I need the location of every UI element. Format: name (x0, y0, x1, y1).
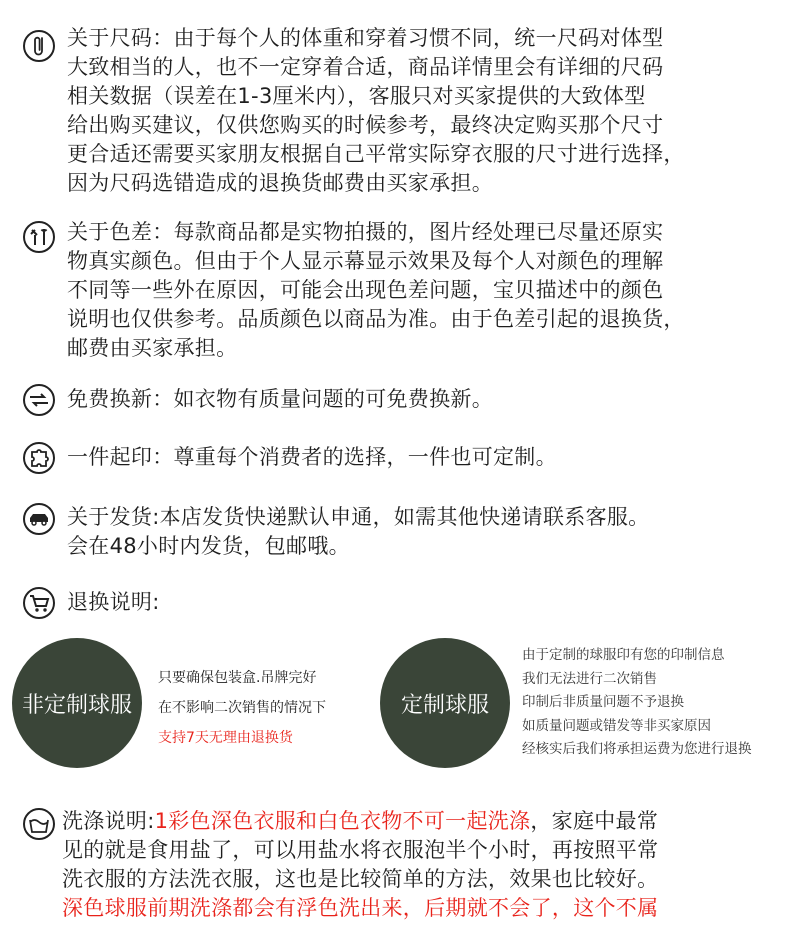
custom-line: 由于定制的球服印有您的印制信息 (522, 647, 725, 663)
non-custom-line: 只要确保包装盒.吊牌完好 (158, 670, 317, 686)
custom-line: 经核实后我们将承担运费为您进行退换 (522, 741, 752, 757)
non-custom-line: 在不影响二次销售的情况下 (158, 700, 326, 716)
wash-label: 洗涤说明: (62, 809, 155, 833)
print-text: 一件起印：尊重每个消费者的选择，一件也可定制。 (67, 445, 557, 469)
tools-icon (22, 220, 56, 254)
exchange-section (22, 383, 772, 417)
size-line: 因为尺码选错造成的退换货邮费由买家承担。 (67, 171, 493, 195)
non-custom-note (158, 663, 326, 753)
shipping-line: 关于发货:本店发货快递默认申通，如需其他快递请联系客服。 (67, 505, 650, 529)
return-section (22, 586, 772, 620)
size-text (67, 24, 772, 198)
color-line: 物真实颜色。但由于个人显示幕显示效果及每个人对颜色的理解 (67, 249, 664, 273)
non-custom-badge (12, 638, 142, 768)
color-line: 说明也仅供参考。品质颜色以商品为准。由于色差引起的退换货， (67, 307, 685, 331)
size-line: 相关数据（误差在1-3厘米内），客服只对买家提供的大致体型 (67, 84, 646, 108)
color-section (22, 218, 772, 368)
color-text (67, 218, 772, 363)
size-line: 大致相当的人，也不一定穿着合适，商品详情里会有详细的尺码 (67, 55, 664, 79)
custom-line: 印制后非质量问题不予退换 (522, 694, 684, 710)
cart-icon (22, 586, 56, 620)
size-line: 更合适还需要买家朋友根据自己平常实际穿衣服的尺寸进行选择， (67, 142, 685, 166)
exchange-text: 免费换新：如衣物有质量问题的可免费换新。 (67, 387, 493, 411)
custom-badge (380, 638, 510, 768)
custom-line: 如质量问题或错发等非买家原因 (522, 717, 711, 734)
wash-line: 见的就是食用盐了，可以用盐水将衣服泡半个小时，再按照平常 (62, 838, 659, 862)
shipping-text (67, 503, 772, 561)
wash-icon (22, 807, 56, 841)
color-line: 不同等一些外在原因，可能会出现色差问题，宝贝描述中的颜色 (67, 278, 664, 302)
non-custom-label: 非定制球服 (21, 692, 132, 718)
return-title: 退换说明: (67, 590, 160, 614)
wash-section (22, 807, 772, 928)
color-line: 邮费由买家承担。 (67, 336, 238, 360)
custom-note (522, 644, 752, 762)
car-icon (22, 502, 56, 536)
non-custom-highlight: 支持7天无理由退换货 (158, 730, 293, 746)
custom-line: 我们无法进行二次销售 (522, 670, 657, 687)
paperclip-icon (22, 29, 56, 63)
print-section (22, 441, 772, 475)
exchange-icon (22, 383, 56, 417)
wash-red-1: 1彩色深色衣服和白色衣物不可一起洗涤 (154, 809, 531, 833)
wash-continue: ，家庭中最常 (530, 809, 659, 833)
size-section (22, 24, 772, 204)
shipping-line: 会在48小时内发货，包邮哦。 (67, 534, 350, 558)
wash-line (62, 807, 772, 836)
color-line: 关于色差：每款商品都是实物拍摄的，图片经处理已尽量还原实 (67, 220, 664, 244)
shipping-section (22, 502, 772, 562)
wash-line: 洗衣服的方法洗衣服，这也是比较简单的方法，效果也比较好。 (62, 867, 659, 891)
custom-label: 定制球服 (400, 692, 489, 718)
wash-text (62, 807, 772, 923)
size-line: 关于尺码：由于每个人的体重和穿着习惯不同，统一尺码对体型 (67, 26, 664, 50)
size-line: 给出购买建议，仅供您购买的时候参考，最终决定购买那个尺寸 (67, 113, 664, 137)
wash-red-2: 深色球服前期洗涤都会有浮色洗出来，后期就不会了，这个不属 (62, 896, 659, 920)
puzzle-icon (22, 441, 56, 475)
